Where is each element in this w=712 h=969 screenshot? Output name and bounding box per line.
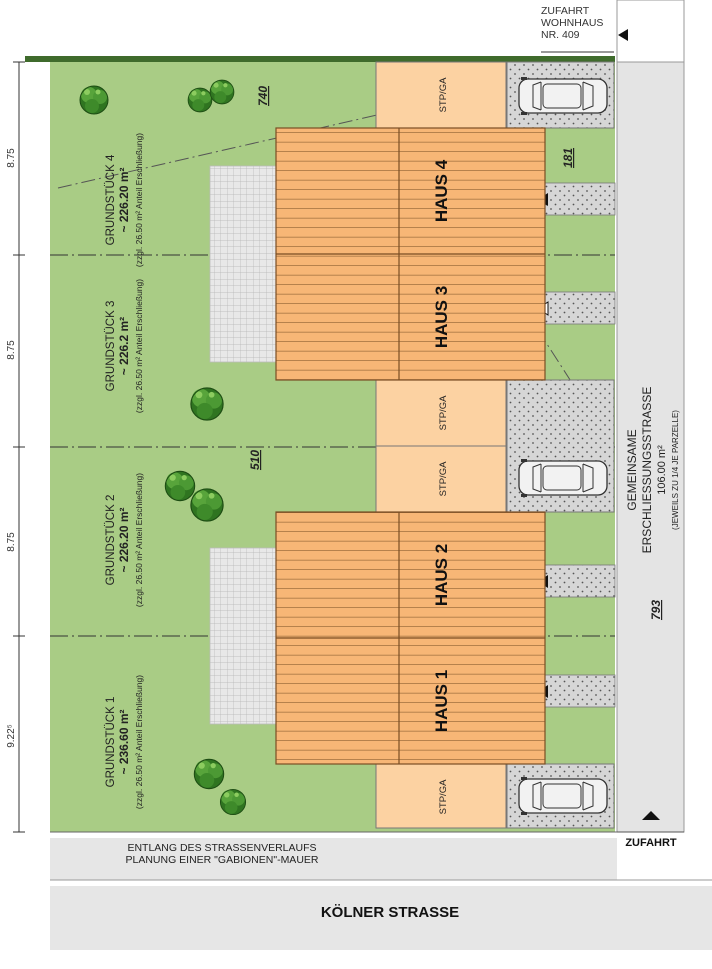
tree-1 xyxy=(80,86,108,114)
car-south xyxy=(519,777,607,815)
house-label-2: HAUS 2 xyxy=(432,543,451,607)
tree-7 xyxy=(194,759,223,788)
svg-text:(zzgl. 26.50 m² Anteil Erschli: (zzgl. 26.50 m² Anteil Erschließung) xyxy=(134,132,144,268)
gabion-note xyxy=(126,842,319,866)
car-middle xyxy=(519,459,607,497)
tree-2 xyxy=(188,88,212,112)
parcel-number-510: 510 xyxy=(248,449,262,471)
house-label-1: HAUS 1 xyxy=(432,669,451,733)
svg-text:GRUNDSTÜCK 4: GRUNDSTÜCK 4 xyxy=(105,154,117,246)
parcel-number-740: 740 xyxy=(256,85,270,107)
path-haus-2 xyxy=(545,565,615,597)
street-name: KÖLNER STRASSE xyxy=(320,904,460,921)
zufahrt-label: ZUFAHRT xyxy=(625,837,677,849)
svg-text:~ 226.20 m²: ~ 226.20 m² xyxy=(117,507,131,573)
path-haus-1 xyxy=(545,675,615,707)
tree-4 xyxy=(191,388,223,420)
carport-label-3: STP/GA xyxy=(438,461,449,497)
svg-text:GRUNDSTÜCK 3: GRUNDSTÜCK 3 xyxy=(105,300,117,392)
car-north xyxy=(519,77,607,115)
dimension-label-1: 8.75 xyxy=(6,148,17,168)
carport-label-1: STP/GA xyxy=(438,77,449,113)
svg-text:(JEWEILS ZU 1/4 JE PARZELLE): (JEWEILS ZU 1/4 JE PARZELLE) xyxy=(671,410,680,530)
svg-text:ZUFAHRT: ZUFAHRT xyxy=(541,5,590,17)
carport-label-4: STP/GA xyxy=(438,779,449,815)
tree-3 xyxy=(210,80,234,104)
carport-label-2: STP/GA xyxy=(438,395,449,431)
path-haus-3 xyxy=(545,292,615,324)
house-label-3: HAUS 3 xyxy=(432,285,451,349)
svg-text:ENTLANG DES STRASSENVERLAUFS: ENTLANG DES STRASSENVERLAUFS xyxy=(127,842,317,854)
tree-5 xyxy=(165,471,194,500)
svg-text:~ 226.20 m²: ~ 226.20 m² xyxy=(117,167,131,233)
house-label-4: HAUS 4 xyxy=(432,159,451,223)
dimension-label-3: 8.75 xyxy=(6,532,17,552)
svg-text:GRUNDSTÜCK 2: GRUNDSTÜCK 2 xyxy=(105,494,117,586)
dimension-label-2: 8.75 xyxy=(6,340,17,360)
svg-text:PLANUNG EINER "GABIONEN"-MAUER: PLANUNG EINER "GABIONEN"-MAUER xyxy=(125,854,319,866)
parcel-number-181: 181 xyxy=(561,147,575,169)
north-hedge xyxy=(25,56,615,62)
svg-text:ERSCHLIESSUNGSSTRASSE: ERSCHLIESSUNGSSTRASSE xyxy=(640,386,654,554)
svg-text:WOHNHAUS: WOHNHAUS xyxy=(541,17,604,29)
svg-text:NR. 409: NR. 409 xyxy=(541,29,580,41)
tree-6 xyxy=(191,489,223,521)
top-access-note xyxy=(541,5,603,41)
svg-text:(zzgl. 26.50 m² Anteil Erschli: (zzgl. 26.50 m² Anteil Erschließung) xyxy=(134,278,144,414)
svg-text:GEMEINSAME: GEMEINSAME xyxy=(625,429,639,511)
svg-text:GRUNDSTÜCK 1: GRUNDSTÜCK 1 xyxy=(105,696,117,788)
parcel-number-793: 793 xyxy=(649,599,663,621)
dimension-line xyxy=(13,62,25,832)
svg-text:~ 236.60 m²: ~ 236.60 m² xyxy=(117,709,131,775)
terrace-haus-4-3 xyxy=(210,166,276,362)
svg-text:~ 226.2 m²: ~ 226.2 m² xyxy=(117,316,131,376)
terrace-haus-2-1 xyxy=(210,548,276,724)
dimension-label-4: 9.22⁵ xyxy=(6,724,17,748)
tree-8 xyxy=(220,789,245,814)
path-haus-4 xyxy=(545,183,615,215)
svg-text:106.00 m²: 106.00 m² xyxy=(656,445,668,495)
svg-text:(zzgl. 26.50 m² Anteil Erschli: (zzgl. 26.50 m² Anteil Erschließung) xyxy=(134,674,144,810)
svg-text:(zzgl. 26.50 m² Anteil Erschli: (zzgl. 26.50 m² Anteil Erschließung) xyxy=(134,472,144,608)
